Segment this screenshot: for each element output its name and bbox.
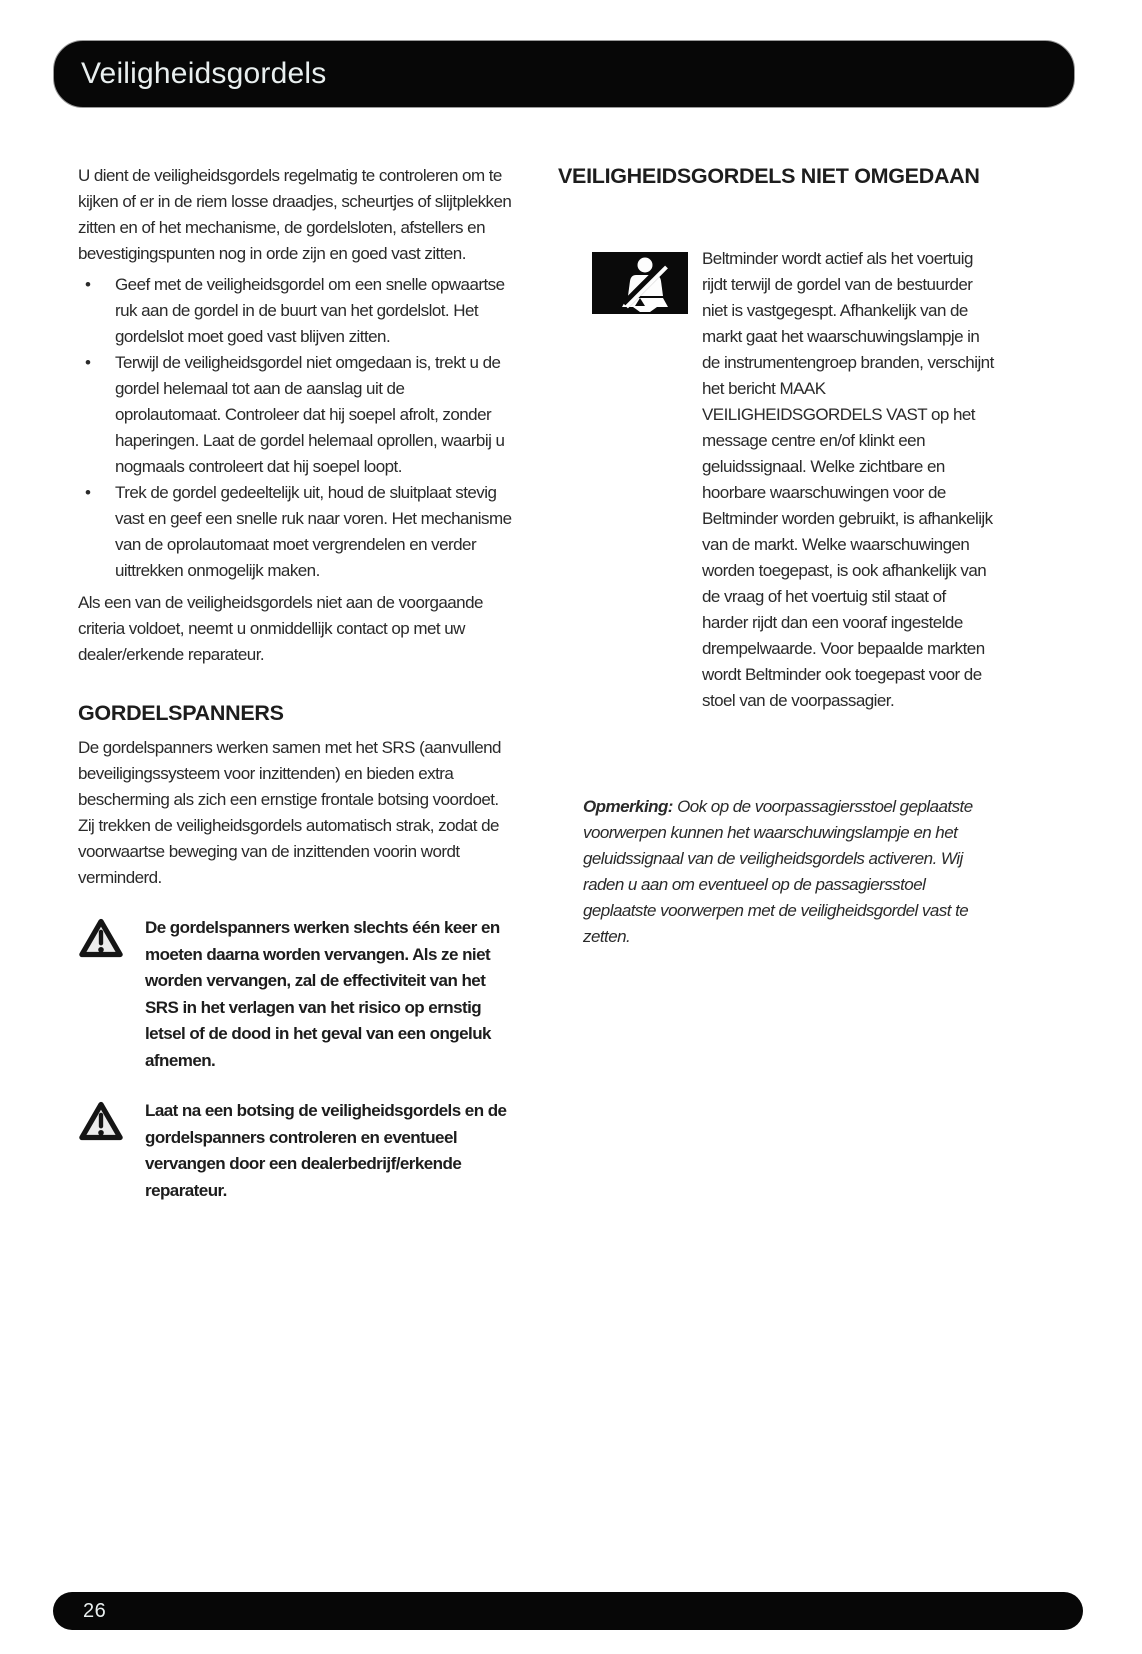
section-heading-gordelspanners: GORDELSPANNERS	[78, 701, 284, 725]
note-paragraph	[583, 794, 994, 950]
warning-note	[78, 915, 512, 1074]
list-item	[78, 350, 512, 480]
warning-note	[78, 1098, 512, 1204]
section-heading-beltminder: VEILIGHEIDSGORDELS NIET OMGEDAAN	[558, 164, 980, 188]
list-item	[78, 272, 512, 350]
left-column	[78, 163, 512, 1204]
intro-paragraph: U dient de veiligheidsgordels regelmatig te controleren om te kijken of er in de riem losse draadjes, scheurtjes of slijtplekken zitten en of het mechanisme, de gordelsloten, afstellers en bevestigingspunten nog in orde zijn en goed vast zitten.	[78, 166, 512, 263]
closing-paragraph: Als een van de veiligheidsgordels niet aan de voorgaande criteria voldoet, neemt u onmiddellijk contact op met uw dealer/erkende reparateur.	[78, 593, 483, 664]
warning-text: Laat na een botsing de veiligheidsgordels en de gordelspanners controleren en eventueel vervangen door een dealerbedrijf/erkende reparateur.	[145, 1101, 507, 1200]
list-item-text: Geef met de veiligheidsgordel om een snelle opwaartse ruk aan de gordel in de buurt van het gordelslot. Het gordelslot moet goed vast blijven zitten.	[115, 275, 505, 346]
right-column	[558, 163, 994, 950]
seatbelt-check-list	[78, 272, 512, 584]
note-label: Opmerking:	[583, 797, 673, 816]
page-number-bar	[53, 1592, 1083, 1630]
gordelspanners-paragraph: De gordelspanners werken samen met het SRS (aanvullend beveiligingssysteem voor inzittenden) en bieden extra bescherming als zich een ernstige frontale botsing voordoet. Zij trekken de veiligheidsgordels automatisch strak, zodat de voorwaartse beweging van de inzittenden voorin wordt verminderd.	[78, 738, 501, 887]
page-title: Veiligheidsgordels	[81, 57, 327, 90]
seatbelt-warning-icon	[592, 252, 688, 314]
warning-text: De gordelspanners werken slechts één keer en moeten daarna worden vervangen. Als ze niet worden vervangen, zal de effectiviteit van het SRS in het verlagen van het risico op ernstig letsel of de dood in het geval van een ongeluk afnemen.	[145, 918, 500, 1070]
list-item	[78, 480, 512, 584]
warning-triangle-icon	[78, 1101, 124, 1141]
list-item-text: Trek de gordel gedeeltelijk uit, houd de sluitplaat stevig vast en geef een snelle ruk naar voren. Het mechanisme van de oprolautomaat moet vergrendelen en verder uittrekken onmogelijk maken.	[115, 483, 512, 580]
warning-triangle-icon	[78, 918, 124, 958]
note-text: Ook op de voorpassagiersstoel geplaatste voorwerpen kunnen het waarschuwingslampje en het geluidssignaal van de veiligheidsgordels activeren. Wij raden u aan om eventueel op de passagiersstoel geplaatste voorwerpen met de veiligheidsgordel vast te zetten.	[583, 797, 973, 946]
list-item-text: Terwijl de veiligheidsgordel niet omgedaan is, trekt u de gordel helemaal tot aan de aanslag uit de oprolautomaat. Controleer dat hij soepel afrolt, zonder haperingen. Laat de gordel helemaal oprollen, waarbij u nogmaals controleert dat hij soepel loopt.	[115, 353, 505, 476]
page-number: 26	[83, 1599, 107, 1622]
beltminder-block	[558, 246, 994, 714]
page-header-bar	[53, 40, 1075, 108]
beltminder-paragraph: Beltminder wordt actief als het voertuig rijdt terwijl de gordel van de bestuurder niet is vastgegespt. Afhankelijk van de markt gaat het waarschuwingslampje in de instrumentengroep branden, verschijnt het bericht MAAK VEILIGHEIDSGORDELS VAST op het message centre en/of klinkt een geluidssignaal. Welke zichtbare en hoorbare waarschuwingen voor de Beltminder worden gebruikt, is afhankelijk van de markt. Welke waarschuwingen worden toegepast, is ook afhankelijk van de vraag of het voertuig stil staat of harder rijdt dan een vooraf ingestelde drempelwaarde. Voor bepaalde markten wordt Beltminder ook toegepast voor de stoel van de voorpassagier.	[702, 249, 994, 710]
